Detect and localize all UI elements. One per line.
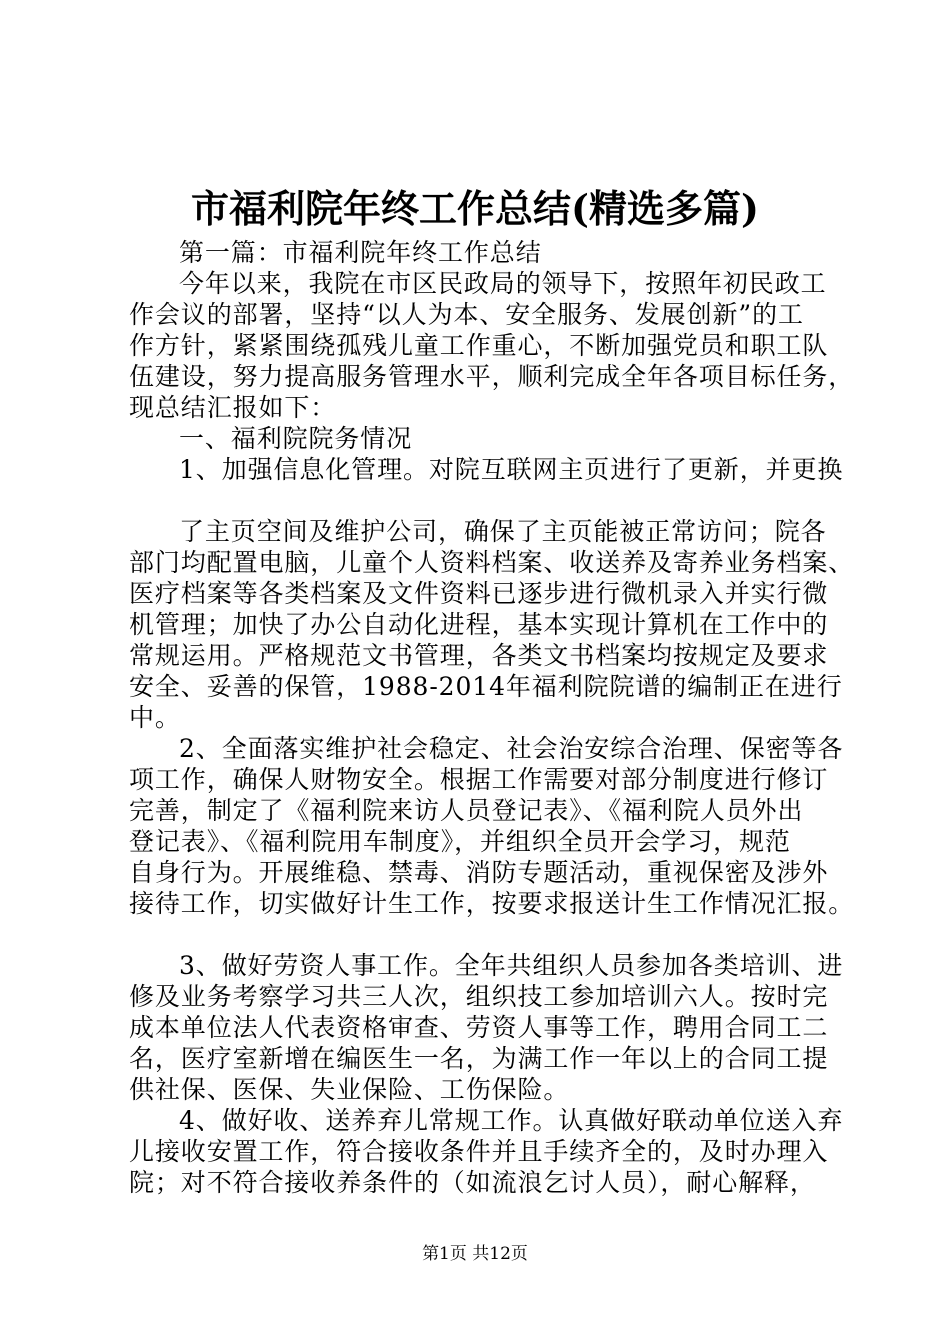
paragraph-line: 自身行为。开展维稳、禁毒、消防专题活动，重视保密及涉外 <box>129 858 829 887</box>
paragraph-line: 名，医疗室新增在编医生一名，为满工作一年以上的合同工提 <box>129 1044 829 1073</box>
subsection-heading: 一、福利院院务情况 <box>179 424 413 453</box>
paragraph-line: 今年以来，我院在市区民政局的领导下，按照年初民政工 <box>179 269 827 298</box>
paragraph-line: 3、做好劳资人事工作。全年共组织人员参加各类培训、进 <box>179 951 844 980</box>
paragraph-line: 4、做好收、送养弃儿常规工作。认真做好联动单位送入弃 <box>179 1106 844 1135</box>
paragraph-line: 了主页空间及维护公司，确保了主页能被正常访问；院各 <box>179 517 827 546</box>
paragraph-line: 现总结汇报如下： <box>129 393 337 422</box>
paragraph-line: 接待工作，切实做好计生工作，按要求报送计生工作情况汇报。 <box>129 889 855 918</box>
paragraph-line: 伍建设，努力提高服务管理水平，顺利完成全年各项目标任务， <box>129 362 855 391</box>
page-number-footer: 第1页 共12页 <box>422 1244 528 1264</box>
paragraph-line: 2、全面落实维护社会稳定、社会治安综合治理、保密等各 <box>179 734 844 763</box>
paragraph-line: 供社保、医保、失业保险、工伤保险。 <box>129 1075 570 1104</box>
paragraph-line: 安全、妥善的保管，1988-2014年福利院院谱的编制正在进行 <box>129 672 843 701</box>
paragraph-line: 机管理；加快了办公自动化进程，基本实现计算机在工作中的 <box>129 610 829 639</box>
paragraph-line: 登记表》、《福利院用车制度》，并组织全员开会学习，规范 <box>129 827 791 856</box>
paragraph-line: 完善，制定了《福利院来访人员登记表》、《福利院人员外出 <box>129 796 804 825</box>
paragraph-line: 儿接收安置工作，符合接收条件并且手续齐全的，及时办理入 <box>129 1137 829 1166</box>
paragraph-line: 院；对不符合接收养条件的（如流浪乞讨人员），耐心解释， <box>129 1168 816 1197</box>
paragraph-line: 常规运用。严格规范文书管理，各类文书档案均按规定及要求 <box>129 641 829 670</box>
paragraph-line: 作方针，紧紧围绕孤残儿童工作重心，不断加强党员和职工队 <box>129 331 829 360</box>
paragraph-line: 成本单位法人代表资格审查、劳资人事等工作，聘用合同工二 <box>129 1013 829 1042</box>
paragraph-gap <box>129 919 834 950</box>
paragraph-line: 1、加强信息化管理。对院互联网主页进行了更新，并更换 <box>179 455 844 484</box>
paragraph-line: 修及业务考察学习共三人次，组织技工参加培训六人。按时完 <box>129 982 829 1011</box>
section-heading: 第一篇：市福利院年终工作总结 <box>179 238 542 267</box>
paragraph-line: 中。 <box>129 703 181 732</box>
paragraph-line: 作会议的部署，坚持“以人为本、安全服务、发展创新”的工 <box>129 300 804 329</box>
paragraph-line: 医疗档案等各类档案及文件资料已逐步进行微机录入并实行微 <box>129 579 829 608</box>
document-body <box>129 237 855 1198</box>
paragraph-line: 项工作，确保人财物安全。根据工作需要对部分制度进行修订 <box>129 765 829 794</box>
document-title: 市福利院年终工作总结(精选多篇) <box>191 186 759 231</box>
paragraph-gap <box>129 485 834 516</box>
paragraph-line: 部门均配置电脑，儿童个人资料档案、收送养及寄养业务档案、 <box>129 548 855 577</box>
